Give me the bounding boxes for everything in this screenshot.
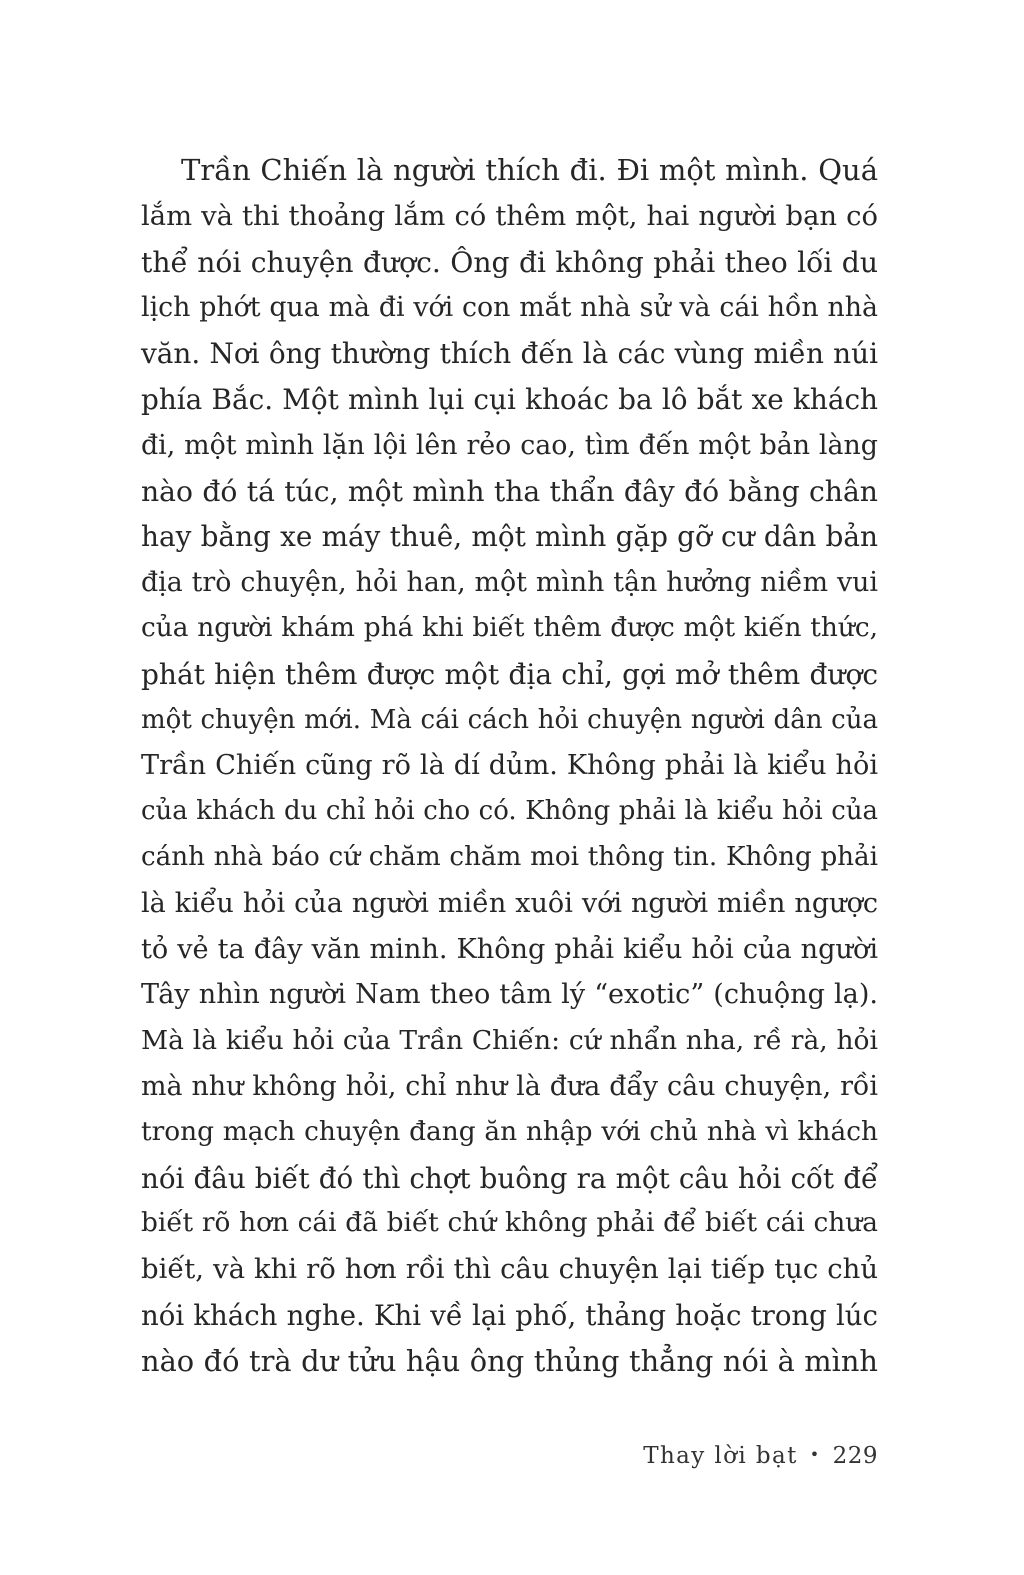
- running-section-title: Thay lời bạt: [643, 1443, 798, 1469]
- text-line-25: biết, và khi rõ hơn rồi thì câu chuyện lại tiếp tục chủ: [141, 1254, 878, 1286]
- text-line-13: một chuyện mới. Mà cái cách hỏi chuyện người dân của: [141, 704, 878, 735]
- text-line-11: của người khám phá khi biết thêm được một kiến thức,: [141, 612, 878, 643]
- text-line-7: đi, một mình lặn lội lên rẻo cao, tìm đến một bản làng: [141, 429, 878, 461]
- text-line-23: nói đâu biết đó thì chợt buông ra một câu hỏi cốt để: [141, 1161, 878, 1195]
- text-line-3: thể nói chuyện được. Ông đi không phải theo lối du: [141, 245, 878, 279]
- text-line-19: Tây nhìn người Nam theo tâm lý “exotic” (chuộng lạ).: [141, 979, 878, 1011]
- text-line-2: lắm và thi thoảng lắm có thêm một, hai người bạn có: [141, 200, 878, 232]
- text-line-22: trong mạch chuyện đang ăn nhập với chủ nhà vì khách: [141, 1116, 878, 1147]
- text-line-26: nói khách nghe. Khi về lại phố, thảng hoặc trong lúc: [141, 1298, 878, 1332]
- text-line-12: phát hiện thêm được một địa chỉ, gợi mở thêm được: [141, 657, 878, 691]
- text-line-8: nào đó tá túc, một mình tha thẩn đây đó bằng chân: [141, 474, 878, 508]
- text-line-17: là kiểu hỏi của người miền xuôi với người miền ngược: [141, 887, 878, 919]
- body-text: [141, 148, 878, 1385]
- text-line-9: hay bằng xe máy thuê, một mình gặp gỡ cư dân bản: [141, 520, 878, 554]
- text-line-16: cánh nhà báo cứ chăm chăm moi thông tin. Không phải: [141, 841, 878, 872]
- text-line-10: địa trò chuyện, hỏi han, một mình tận hưởng niềm vui: [141, 567, 878, 599]
- text-line-21: mà như không hỏi, chỉ như là đưa đẩy câu chuyện, rồi: [141, 1070, 878, 1102]
- page-footer: [643, 1438, 878, 1474]
- text-line-4: lịch phớt qua mà đi với con mắt nhà sử và cái hồn nhà: [141, 292, 878, 324]
- text-line-6: phía Bắc. Một mình lụi cụi khoác ba lô bắt xe khách: [141, 382, 878, 416]
- footer-separator: •: [809, 1445, 821, 1464]
- text-line-20: Mà là kiểu hỏi của Trần Chiến: cứ nhẩn nha, rề rà, hỏi: [141, 1025, 878, 1057]
- text-line-18: tỏ vẻ ta đây văn minh. Không phải kiểu hỏi của người: [141, 933, 878, 965]
- text-line-15: của khách du chỉ hỏi cho có. Không phải là kiểu hỏi của: [141, 796, 878, 827]
- text-line-1: Trần Chiến là người thích đi. Đi một mình. Quá: [181, 153, 878, 187]
- text-line-5: văn. Nơi ông thường thích đến là các vùng miền núi: [141, 337, 878, 371]
- text-line-24: biết rõ hơn cái đã biết chứ không phải để biết cái chưa: [141, 1208, 878, 1239]
- text-line-27: nào đó trà dư tửu hậu ông thủng thẳng nói à mình: [141, 1343, 878, 1378]
- text-line-14: Trần Chiến cũng rõ là dí dủm. Không phải là kiểu hỏi: [141, 750, 878, 782]
- page-number: 229: [832, 1443, 878, 1469]
